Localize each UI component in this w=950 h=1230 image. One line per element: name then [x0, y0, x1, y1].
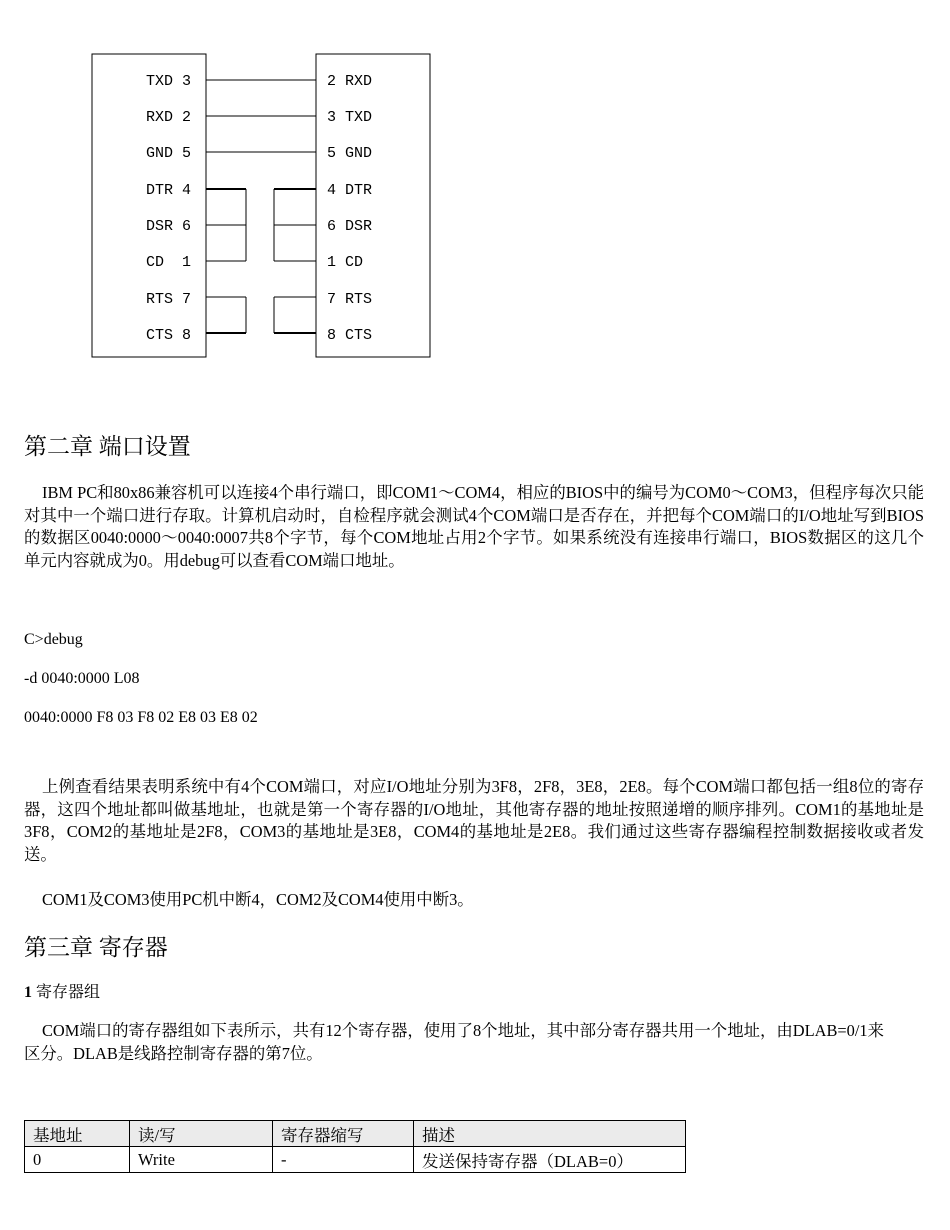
section-heading: [24, 982, 100, 1004]
left-pin-label: CD 1: [146, 254, 192, 271]
right-loopback-dtr-dsr-cd: [274, 189, 316, 261]
right-pin-label: 5 GND: [327, 145, 373, 162]
left-pin-label: GND 5: [146, 145, 192, 162]
chapter3-title: 第三章 寄存器: [24, 935, 168, 960]
right-connector-box: [316, 54, 430, 357]
right-pin-label: 7 RTS: [327, 291, 373, 308]
table-row: [25, 1147, 686, 1173]
cell-description: 发送保持寄存器（DLAB=0）: [414, 1147, 686, 1173]
left-loopback-dtr-dsr-cd: [206, 189, 246, 261]
debug-command-line: C>debug: [24, 631, 83, 648]
left-pin-label: DTR 4: [146, 182, 192, 199]
cell-read-write: Write: [130, 1147, 273, 1173]
debug-dump-command: -d 0040:0000 L08: [24, 670, 140, 687]
left-pin-label: DSR 6: [146, 218, 192, 235]
debug-dump-output: 0040:0000 F8 03 F8 02 E8 03 E8 02: [24, 709, 258, 726]
right-loopback-rts-cts: [274, 297, 316, 333]
left-pin-label: RXD 2: [146, 109, 192, 126]
header-description: 描述: [414, 1121, 686, 1147]
header-base-address: 基地址: [25, 1121, 130, 1147]
cell-register-abbr: -: [273, 1147, 414, 1173]
register-table: [24, 1120, 686, 1173]
right-pin-label: 2 RXD: [327, 73, 373, 90]
right-pin-label: 8 CTS: [327, 327, 373, 344]
right-pin-label: 6 DSR: [327, 218, 373, 235]
wiring-diagram: [90, 52, 435, 362]
header-read-write: 读/写: [130, 1121, 273, 1147]
section-title: 寄存器组: [32, 984, 101, 1001]
chapter2-intro-paragraph: IBM PC和80x86兼容机可以连接4个串行端口，即COM1～COM4，相应的BIOS中的编号为COM0～COM3，但程序每次只能对其中一个端口进行存取。计算机启动时，自检程序就会测试4个COM端口是否存在，并把每个COM端口的I/O地址写到BIOS的数据区0040:0000～0040:0007共8个字节，每个COM地址占用2个字节。如果系统没有连接串行端口，BIOS数据区的这几个单元内容就成为0。用debug可以查看COM端口地址。: [24, 483, 924, 570]
left-connector-box: [92, 54, 206, 357]
header-register-abbr: 寄存器缩写: [273, 1121, 414, 1147]
right-pin-label: 3 TXD: [327, 109, 373, 126]
chapter2-title: 第二章 端口设置: [24, 434, 191, 459]
left-loopback-rts-cts: [206, 297, 246, 333]
left-pin-label: TXD 3: [146, 73, 192, 90]
left-pin-label: CTS 8: [146, 327, 192, 344]
right-pin-label: 1 CD: [327, 254, 364, 271]
chapter3-intro-paragraph: COM端口的寄存器组如下表所示，共有12个寄存器，使用了8个地址，其中部分寄存器共用一个地址，由DLAB=0/1来区分。DLAB是线路控制寄存器的第7位。: [24, 1021, 884, 1063]
section-number: 1: [24, 984, 32, 1001]
chapter2-address-paragraph: 上例查看结果表明系统中有4个COM端口，对应I/O地址分别为3F8，2F8，3E8，2E8。每个COM端口都包括一组8位的寄存器，这四个地址都叫做基地址，也就是第一个寄存器的I/O地址，其他寄存器的地址按照递增的顺序排列。COM1的基地址是3F8，COM2的基地址是2F8，COM3的基地址是3E8，COM4的基地址是2E8。我们通过这些寄存器编程控制数据接收或者发送。: [24, 777, 924, 864]
right-pin-label: 4 DTR: [327, 182, 373, 199]
left-pin-label: RTS 7: [146, 291, 192, 308]
chapter2-interrupt-paragraph: COM1及COM3使用PC机中断4，COM2及COM4使用中断3。: [42, 890, 474, 909]
cell-base-address: 0: [25, 1147, 130, 1173]
table-header-row: [25, 1121, 686, 1147]
